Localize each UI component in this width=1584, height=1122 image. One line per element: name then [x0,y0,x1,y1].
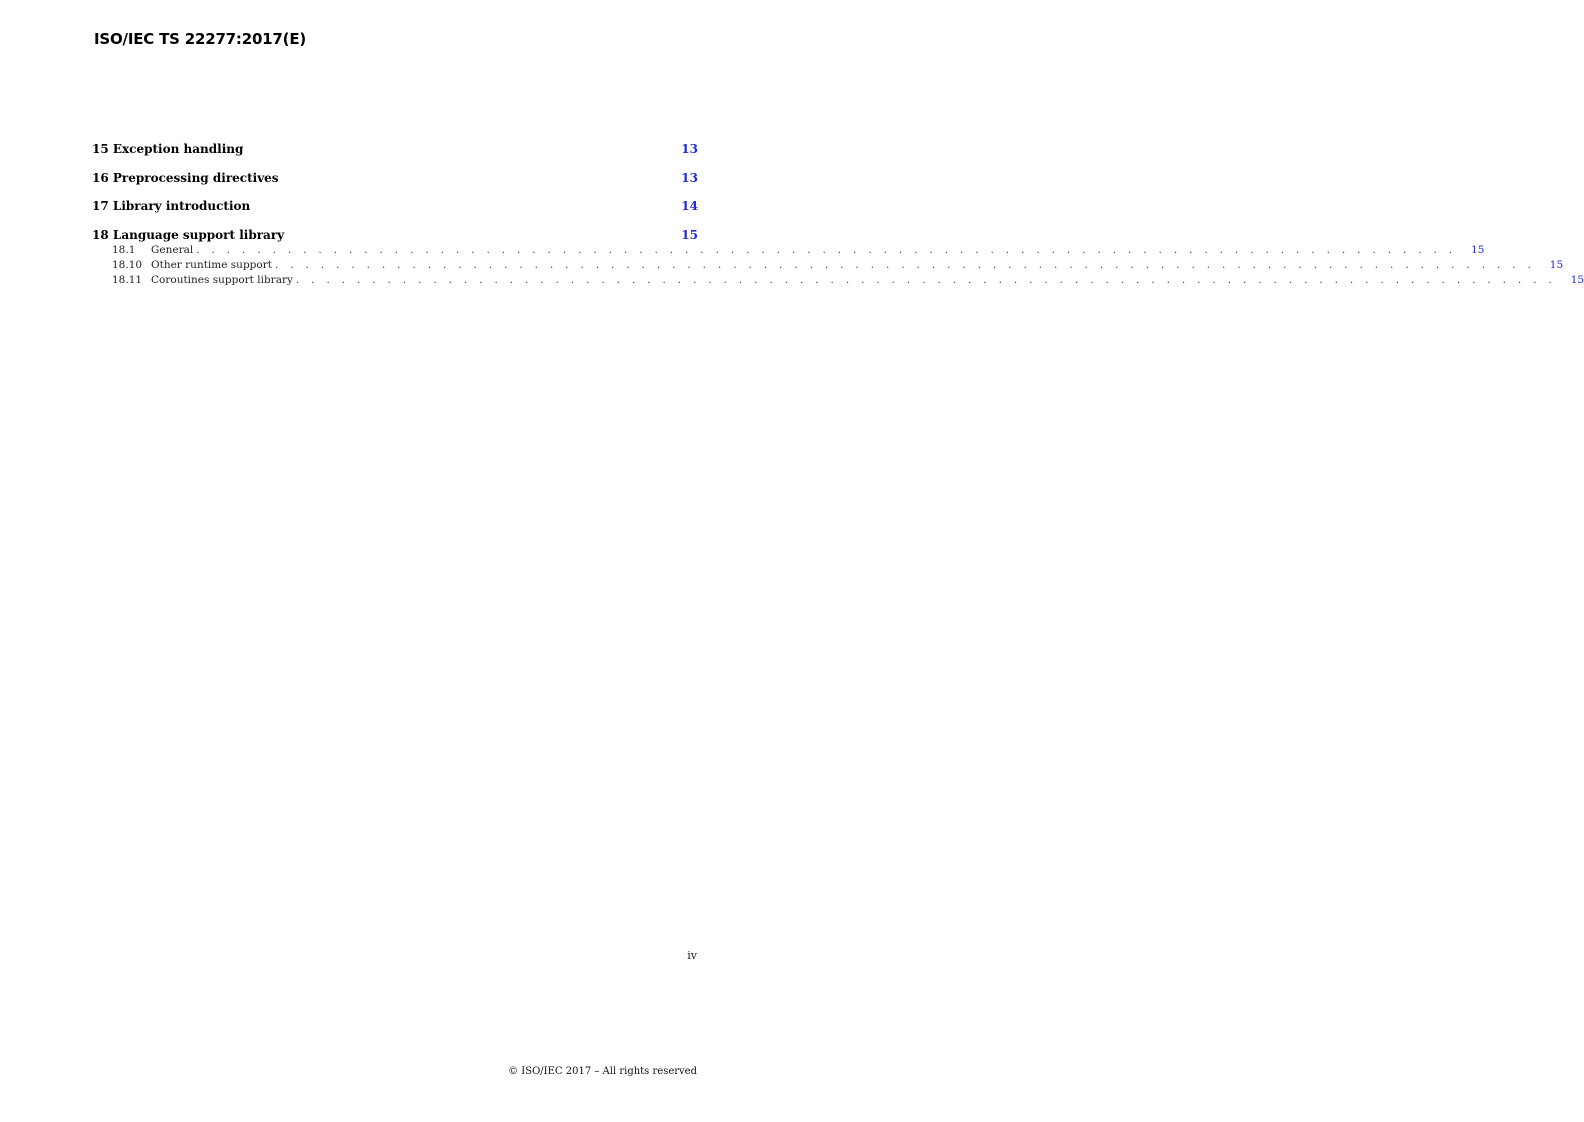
toc-page-link[interactable]: 13 [681,170,698,185]
toc-page-link[interactable]: 15 [1549,258,1564,271]
toc-page-link[interactable]: 14 [681,199,698,213]
toc-entry-title: 16 Preprocessing directives [92,170,279,185]
table-of-contents [92,141,1584,288]
copyright-notice: © ISO/IEC 2017 – All rights reserved [508,1066,697,1077]
toc-entry-title: 15 Exception handling [92,142,244,156]
toc-dot-leader: . . . . . . . . . . . . . . . . . . . . . . . . . . . . . . . . . . . . . . . . . . . . . . . . . . . . . . . . . . . . . . . . . . . . . . . . . . . . . . . . . . . [295,273,1557,286]
toc-entry-title: 18 Language support library [92,227,285,242]
toc-entry-section-18-11[interactable] [92,273,1584,288]
document-identifier: ISO/IEC TS 22277:2017(E) [94,30,307,48]
toc-page-link[interactable]: 15 [1471,243,1485,256]
toc-section-title: General [151,243,194,256]
toc-dot-leader: . . . . . . . . . . . . . . . . . . . . . . . . . . . . . . . . . . . . . . . . . . . . . . . . . . . . . . . . . . . . . . . . . . . . . . . . . . . . . . . . . . . [274,258,1536,271]
toc-entry-section-18-10[interactable] [92,258,1564,273]
toc-entry-chapter-18[interactable] [92,227,698,243]
toc-section-title: Coroutines support library [151,273,293,286]
toc-section-number: 18.10 [112,258,143,271]
toc-entry-chapter-16[interactable] [92,170,698,186]
toc-section-number: 18.11 [112,273,143,286]
toc-entry-chapter-17[interactable] [92,198,698,214]
toc-entry-section-18-1[interactable] [92,243,1485,258]
toc-page-link[interactable]: 13 [681,142,698,156]
toc-page-link[interactable]: 15 [681,227,698,242]
toc-entry-chapter-15[interactable] [92,141,698,157]
toc-dot-leader: . . . . . . . . . . . . . . . . . . . . . . . . . . . . . . . . . . . . . . . . . . . . . . . . . . . . . . . . . . . . . . . . . . . . . . . . . . . . . . . . . . . [196,243,1457,256]
toc-section-number: 18.1 [112,243,136,256]
page-number: iv [687,949,697,962]
toc-entry-title: 17 Library introduction [92,199,251,213]
toc-section-title: Other runtime support [151,258,272,271]
toc-page-link[interactable]: 15 [1570,273,1584,286]
